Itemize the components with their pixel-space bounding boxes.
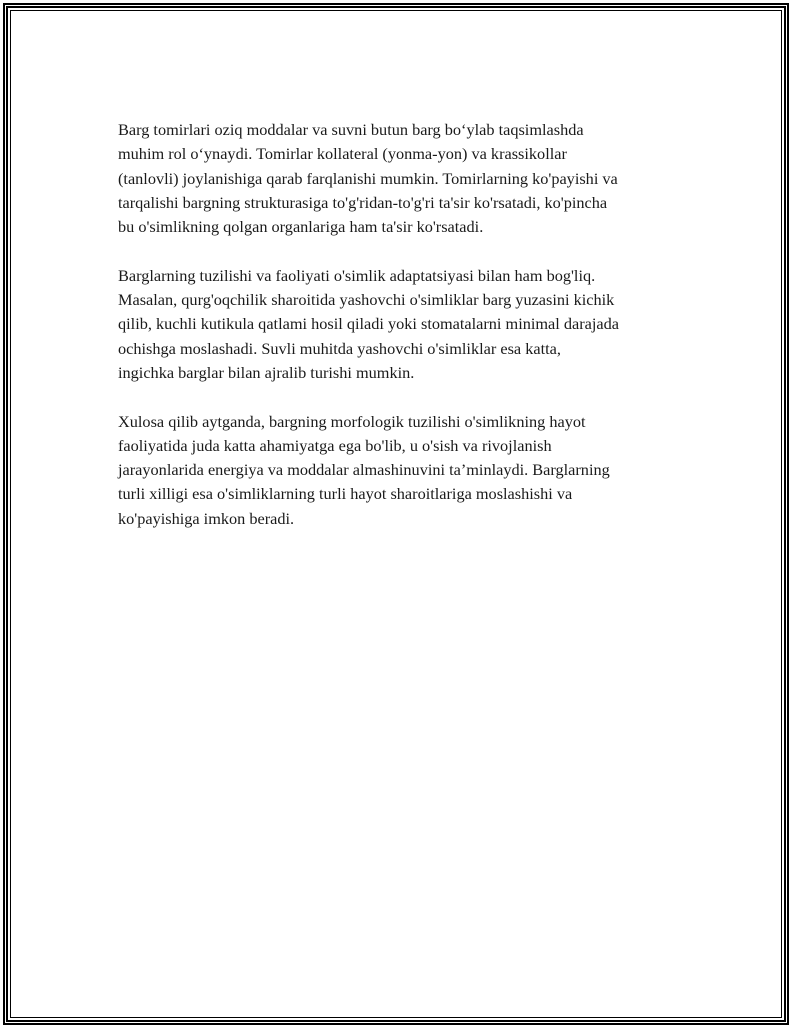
paragraph-leaf-adaptation: Barglarning tuzilishi va faoliyati o'simlik adaptatsiyasi bilan ham bog'liq. Masalan, qurg'oqchilik sharoitida yashovchi o'simliklar barg yuzasini kichik qilib, kuchli kutikula qatlami hosil qiladi yoki stomatalarni minimal darajada ochishga moslashadi. Suvli muhitda yashovchi o'simliklar esa katta, ingichka barglar bilan ajralib turishi mumkin. (118, 265, 619, 382)
paragraph-leaf-veins: Barg tomirlari oziq moddalar va suvni butun barg boʻylab taqsimlashda muhim rol oʻynaydi. Tomirlar kollateral (yonma-yon) va krassikollar (tanlovli) joylanishiga qarab farqlanishi mumkin. Tomirlarning ko'payishi va tarqalishi bargning strukturasiga to'g'ridan-to'g'ri ta'sir ko'rsatadi, ko'pincha bu o'simlikning qolgan organlariga ham ta'sir ko'rsatadi. (118, 120, 618, 237)
paragraph-conclusion: Xulosa qilib aytganda, bargning morfologik tuzilishi o'simlikning hayot faoliyatida juda katta ahamiyatga ega bo'lib, u o'sish va rivojlanish jarayonlarida energiya va moddalar almashinuvini taʼminlaydi. Barglarning turli xilligi esa o'simliklarning turli hayot sharoitlariga moslashishi va ko'payishiga imkon beradi. (118, 411, 610, 528)
document-body (118, 118, 698, 555)
